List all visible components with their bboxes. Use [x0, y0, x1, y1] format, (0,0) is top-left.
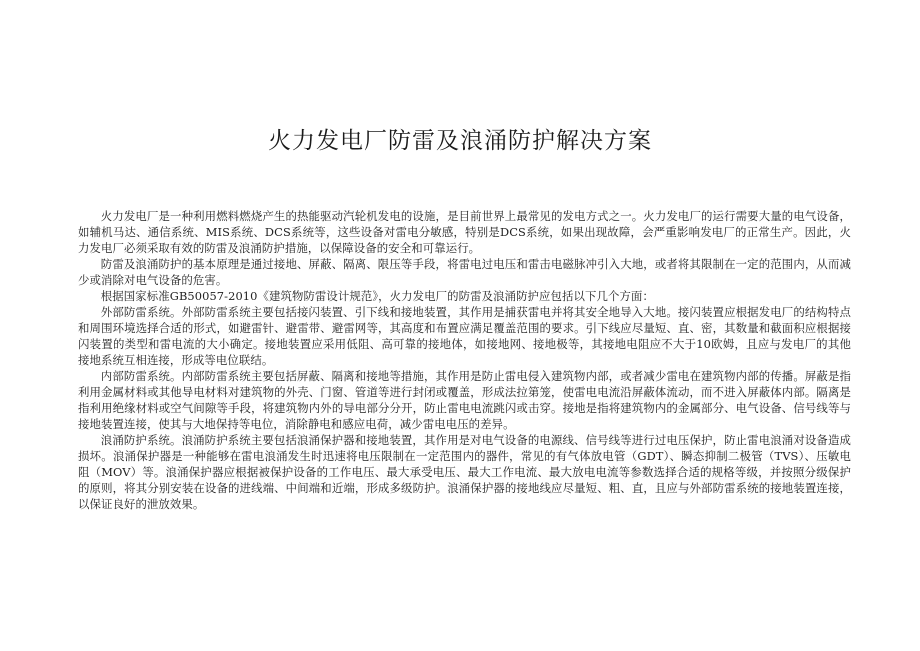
paragraph-standard: 根据国家标准GB50057-2010《建筑物防雷设计规范》，火力发电厂的防雷及浪涌防护应包括以下几个方面： — [100, 289, 654, 303]
document-title: 火力发电厂防雷及浪涌防护解决方案 — [268, 128, 652, 154]
document-body — [78, 208, 851, 512]
paragraph-external-protection: 外部防雷系统。外部防雷系统主要包括接闪装置、引下线和接地装置，其作用是捕获雷电并将其安全地导入大地。接闪装置应根据发电厂的结构特点和周围环境选择合适的形式，如避雷针、避雷带、避雷网等，其高度和布置应满足覆盖范围的要求。引下线应尽量短、直、密，其数量和截面积应根据接闪装置的类型和雷电流的大小确定。接地装置应采用低阻、高可靠的接地体，如接地网、接地极等，其接地电阻应不大于10欧姆，且应与发电厂的其他接地系统互相连接，形成等电位联结。 — [78, 305, 851, 367]
paragraph-internal-protection: 内部防雷系统。内部防雷系统主要包括屏蔽、隔离和接地等措施，其作用是防止雷电侵入建筑物内部，或者减少雷电在建筑物内部的传播。屏蔽是指利用金属材料或其他导电材料对建筑物的外壳、门窗、管道等进行封闭或覆盖，形成法拉第笼，使雷电电流沿屏蔽体流动，而不进入屏蔽体内部。隔离是指利用绝缘材料或空气间隙等手段，将建筑物内外的导电部分分开，防止雷电电流跳闪或击穿。接地是指将建筑物内的金属部分、电气设备、信号线等与接地装置连接，使其与大地保持等电位，消除静电和感应电荷，减少雷电电压的差异。 — [78, 369, 851, 431]
paragraph-surge-protection: 浪涌防护系统。浪涌防护系统主要包括浪涌保护器和接地装置，其作用是对电气设备的电源线、信号线等进行过电压保护，防止雷电浪涌对设备造成损坏。浪涌保护器是一种能够在雷电浪涌发生时迅速将电压限制在一定范围内的器件，常见的有气体放电管（GDT）、瞬态抑制二极管（TVS）、压敏电阻（MOV）等。浪涌保护器应根据被保护设备的工作电压、最大承受电压、最大工作电流、最大放电电流等参数选择合适的规格等级，并按照分级保护的原则，将其分别安装在设备的进线端、中间端和近端，形成多级防护。浪涌保护器的接地线应尽量短、粗、直，且应与外部防雷系统的接地装置连接，以保证良好的泄放效果。 — [78, 433, 851, 511]
paragraph-principle: 防雷及浪涌防护的基本原理是通过接地、屏蔽、隔离、限压等手段，将雷电过电压和雷击电磁脉冲引入大地，或者将其限制在一定的范围内，从而减少或消除对电气设备的危害。 — [78, 257, 851, 287]
paragraph-intro: 火力发电厂是一种利用燃料燃烧产生的热能驱动汽轮机发电的设施，是目前世界上最常见的发电方式之一。火力发电厂的运行需要大量的电气设备，如辅机马达、通信系统、MIS系统、DCS系统等，这些设备对雷电分敏感，特别是DCS系统，如果出现故障，会严重影响发电厂的正常生产。因此，火力发电厂必须采取有效的防雷及浪涌防护措施，以保障设备的安全和可靠运行。 — [78, 209, 851, 255]
